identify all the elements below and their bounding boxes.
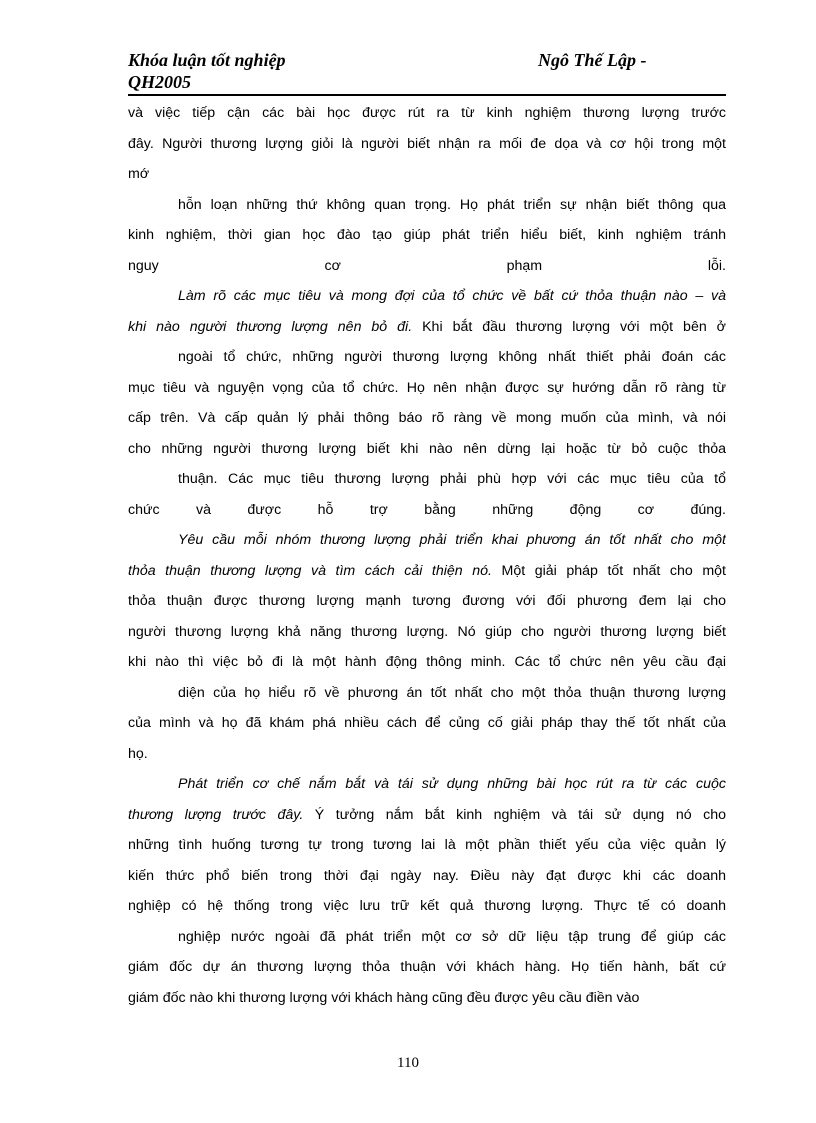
text-line: thỏa thuận được thương lượng mạnh tương đương với đối phương đem lại cho — [128, 593, 726, 609]
page-number: 110 — [397, 1055, 419, 1071]
text-line: thỏa thuận thương lượng và tìm cách cải thiện nó. Một giải pháp tốt nhất cho một — [128, 562, 726, 579]
text-line: Yêu cầu mỗi nhóm thương lượng phải triển khai phương án tốt nhất cho một — [178, 532, 726, 548]
text-line: Phát triển cơ chế nắm bắt và tái sử dụng những bài học rút ra từ các cuộc — [178, 776, 726, 792]
header-rule — [128, 94, 726, 96]
text-line: khi nào thì việc bỏ đi là một hành động thông minh. Các tổ chức nên yêu cầu đại — [128, 654, 726, 670]
text-line: nghiệp có hệ thống trong việc lưu trữ kết quả thương lượng. Thực tế có doanh — [128, 898, 726, 914]
text-line: hỗn loạn những thứ không quan trọng. Họ phát triển sự nhận biết thông qua — [178, 196, 726, 213]
text-line: kinh nghiệm, thời gian học đào tạo giúp phát triển hiểu biết, kinh nghiệm tránh — [128, 227, 726, 243]
text-line: kiến thức phổ biến trong thời đại ngày nay. Điều này đạt được khi các doanh — [128, 867, 726, 884]
page-header — [128, 50, 728, 94]
text-line: của mình và họ đã khám phá nhiều cách để củng cố giải pháp thay thế tốt nhất của — [128, 715, 726, 731]
text-line: khi nào người thương lượng nên bỏ đi. Khi bắt đầu thương lượng với một bên ở — [128, 318, 726, 335]
text-line: và việc tiếp cận các bài học được rút ra từ kinh nghiệm thương lượng trước — [128, 105, 726, 121]
text-line: cấp trên. Và cấp quản lý phải thông báo rõ ràng về mong muốn của mình, và nói — [128, 410, 726, 426]
text-line: chức và được hỗ trợ bằng những động cơ đúng. — [128, 501, 726, 518]
text-line: nghiệp nước ngoài đã phát triển một cơ sở dữ liệu tập trung để giúp các — [178, 928, 726, 945]
text-line: thuận. Các mục tiêu thương lượng phải phù hợp với các mục tiêu của tổ — [178, 471, 726, 487]
text-line: họ. — [128, 745, 148, 762]
header-author: Ngô Thế Lập - — [538, 50, 647, 70]
text-line: những tình huống tương tự trong tương lai là một phần thiết yếu của việc quản lý — [128, 837, 726, 853]
text-line: Làm rõ các mục tiêu và mong đợi của tổ chức về bất cứ thỏa thuận nào – và — [178, 288, 726, 304]
text-line: nguy cơ phạm lỗi. — [128, 257, 726, 274]
text-line: đây. Người thương lượng giỏi là người biết nhận ra mối đe dọa và cơ hội trong một — [128, 135, 726, 152]
header-thesis-title: Khóa luận tốt nghiệp — [128, 50, 286, 70]
text-line: ngoài tổ chức, những người thương lượng không nhất thiết phải đoán các — [178, 349, 726, 365]
text-line: mớ — [128, 166, 150, 182]
text-line: cho những người thương lượng biết khi nào nên dừng lại hoặc từ bỏ cuộc thỏa — [128, 440, 726, 457]
body-text — [128, 98, 726, 1013]
text-line: diện của họ hiểu rõ về phương án tốt nhất cho một thỏa thuận thương lượng — [178, 684, 726, 701]
text-line: mục tiêu và nguyện vọng của tổ chức. Họ nên nhận được sự hướng dẫn rõ ràng từ — [128, 379, 726, 396]
text-line: thương lượng trước đây. Ý tưởng nắm bắt kinh nghiệm và tái sử dụng nó cho — [128, 806, 726, 823]
header-class-code: QH2005 — [128, 72, 191, 92]
text-line: người thương lượng khả năng thương lượng. Nó giúp cho người thương lượng biết — [128, 623, 726, 640]
text-line: giám đốc nào khi thương lượng với khách hàng cũng đều được yêu cầu điền vào — [128, 989, 640, 1006]
text-line: giám đốc dự án thương lượng thỏa thuận với khách hàng. Họ tiến hành, bất cứ — [128, 959, 726, 975]
